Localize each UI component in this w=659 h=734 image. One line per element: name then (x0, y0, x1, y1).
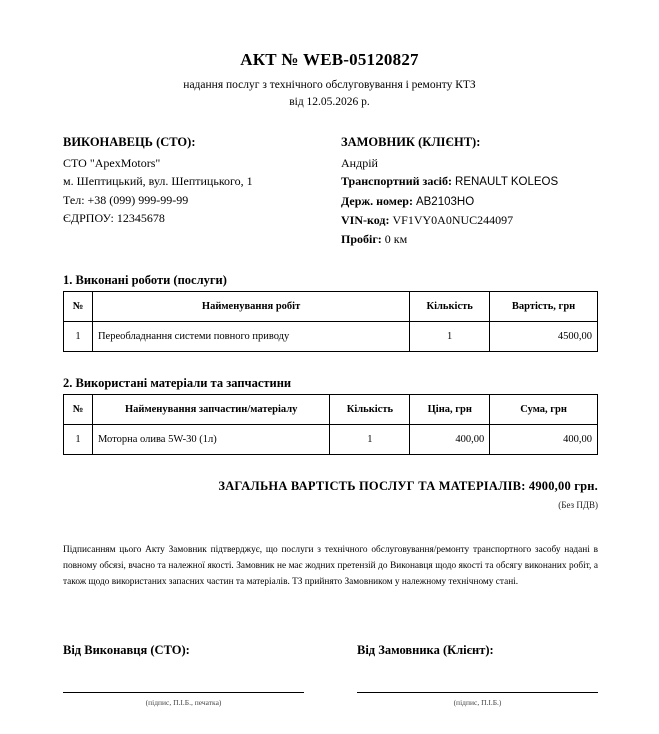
document-title: АКТ № WEB-05120827 (240, 50, 419, 69)
client-heading: ЗАМОВНИК (КЛІЄНТ): (341, 135, 481, 149)
client-signature-hint: (підпис, П.І.Б.) (453, 698, 502, 707)
document-date: від 12.05.2026 р. (289, 96, 370, 108)
contractor-signature-label: Від Виконавця (СТО): (63, 643, 190, 657)
mileage-label: Пробіг: (341, 231, 382, 246)
mileage-value: 0 км (384, 231, 408, 246)
column-header: Кількість (330, 395, 410, 425)
column-header: Найменування запчастин/матеріалу (92, 395, 329, 425)
plate-label: Держ. номер: (341, 193, 413, 208)
client-vehicle (341, 172, 558, 192)
works-table (63, 291, 598, 352)
plate-value: AB2103HO (415, 195, 475, 208)
table-cell: 1 (410, 322, 490, 352)
materials-table (63, 394, 598, 455)
total-amount: ЗАГАЛЬНА ВАРТІСТЬ ПОСЛУГ ТА МАТЕРІАЛІВ: 4900,00 грн. (218, 479, 598, 493)
contractor-phone: Тел: +38 (099) 999-99-99 (63, 192, 189, 207)
table-cell: 400,00 (490, 425, 598, 455)
vehicle-label: Транспортний засіб: (341, 174, 453, 189)
contractor-signature-line (63, 692, 304, 693)
contractor-address: м. Шептицький, вул. Шептицького, 1 (63, 174, 253, 189)
column-header: Ціна, грн (410, 395, 490, 425)
column-header: № (64, 292, 93, 322)
column-header: Вартість, грн (490, 292, 598, 322)
document-subtitle: надання послуг з технічного обслуговування і ремонту КТЗ (183, 79, 476, 91)
column-header: № (64, 395, 93, 425)
client-signature-label: Від Замовника (Клієнт): (357, 643, 494, 657)
table-cell: Переобладнання системи повного приводу (92, 322, 409, 352)
materials-section-title: 2. Використані матеріали та запчастини (63, 376, 292, 390)
vat-note: (Без ПДВ) (558, 500, 598, 510)
table-cell: Моторна олива 5W-30 (1л) (92, 425, 329, 455)
client-signature-line (357, 692, 598, 693)
contractor-edrpou: ЄДРПОУ: 12345678 (63, 211, 165, 226)
vin-value: VF1VY0A0NUC244097 (392, 213, 514, 228)
table-cell: 1 (64, 425, 93, 455)
works-section-title: 1. Виконані роботи (послуги) (63, 273, 227, 287)
contractor-heading: ВИКОНАВЕЦЬ (СТО): (63, 135, 196, 149)
client-name: Андрій (341, 155, 378, 170)
table-header-row (64, 292, 598, 322)
column-header: Кількість (410, 292, 490, 322)
vin-label: VIN-код: (341, 213, 390, 228)
table-cell: 400,00 (410, 425, 490, 455)
contractor-signature-hint: (підпис, П.І.Б., печатка) (145, 698, 222, 707)
client-plate (341, 192, 558, 212)
table-cell: 1 (64, 322, 93, 352)
client-block (341, 133, 558, 249)
table-row (64, 322, 598, 352)
column-header: Сума, грн (490, 395, 598, 425)
client-mileage (341, 230, 558, 249)
contractor-block (63, 133, 253, 228)
acceptance-statement: Підписанням цього Акту Замовник підтверджує, що послуги з технічного обслуговування/ремонту транспортного засобу надані в повному обсязі, вчасно та належної якості. Замовник не має жодних претензій до Виконавця щодо якості та обсягу виконаних робіт, а також щодо використаних запасних частин та матеріалів. ТЗ прийнято Замовником у належному технічному стані. (63, 545, 598, 587)
contractor-name: СТО "ApexMotors" (63, 155, 161, 170)
client-vin (341, 211, 558, 230)
vehicle-value: RENAULT KOLEOS (455, 176, 559, 189)
table-cell: 1 (330, 425, 410, 455)
column-header: Найменування робіт (92, 292, 409, 322)
table-row (64, 425, 598, 455)
table-cell: 4500,00 (490, 322, 598, 352)
table-header-row (64, 395, 598, 425)
